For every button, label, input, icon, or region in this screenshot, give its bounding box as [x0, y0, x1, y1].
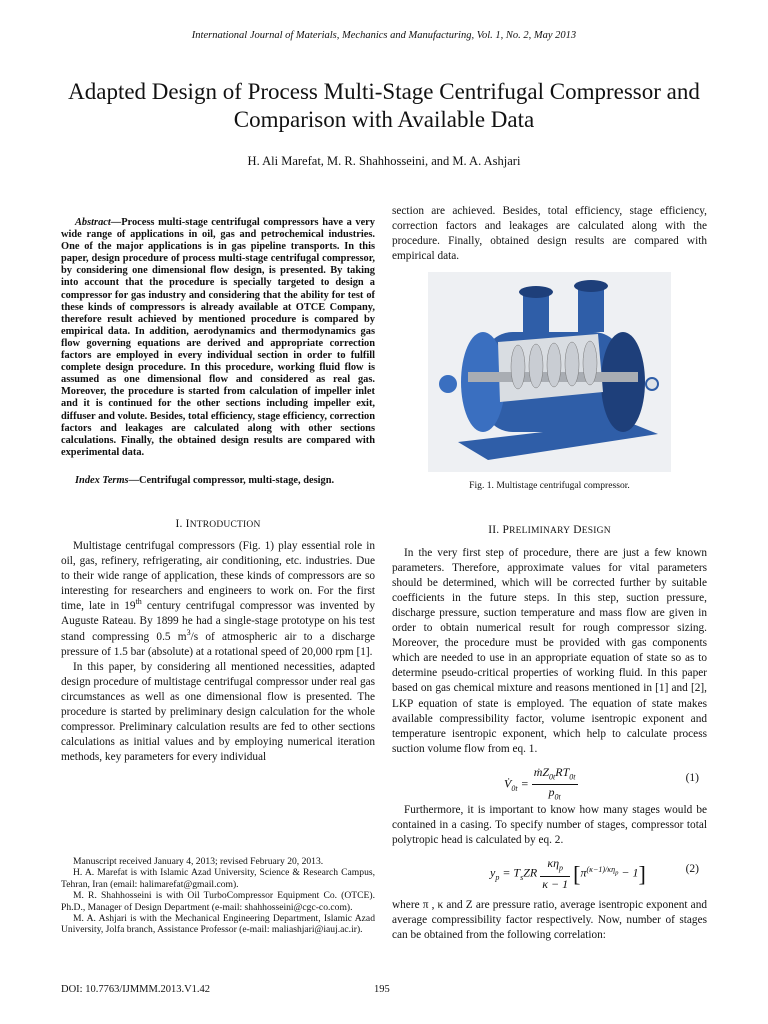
outlet-nozzle — [578, 286, 604, 332]
right-top-paragraph: section are achieved. Besides, total efficiency, stage efficiency, correction factors and leakages are calculated along with the procedure. Finally, obtained design results are compared with empirical data. — [392, 205, 707, 263]
equation-1-number: (1) — [685, 771, 699, 784]
footnote-author-2: M. R. Shahhosseini is with Oil TurboCompressor Equipment Co. (OTCE). Ph.D., Manager of Design Department (e-mail: shahhosseini@cgc-co.com). — [61, 890, 375, 913]
page-number: 195 — [374, 984, 390, 995]
inlet-nozzle — [523, 292, 549, 334]
footnote-author-1: H. A. Marefat is with Islamic Azad University, Science & Research Campus, Tehran, Iran (email: halimarefat@gmail.com). — [61, 867, 375, 890]
section-heading-introduction: I. INTRODUCTION — [175, 517, 261, 530]
left-column — [61, 217, 375, 765]
equation-2-number: (2) — [685, 863, 699, 876]
doi: DOI: 10.7763/IJMMM.2013.V1.42 — [61, 984, 211, 995]
index-terms-text: —Centrifugal compressor, multi-stage, design. — [128, 474, 335, 486]
intro-paragraph-1: Multistage centrifugal compressors (Fig. 1) play essential role in oil, gas, refinery, refrigerating, air conditioning, etc. industries. Due to their wide range of application, these kinds of compressors are so interesting for researchers and engineers to work on. For the first time, late in 19th century centrifugal compressor was invented by Auguste Rateau. By 1899 he had a single-stage prototype on his test stand compressing 0.5 $m^3/s$ of atmospheric air to a discharge pressure of 1.5 bar (absolute) at a rotational speed of 20,000 rpm [1]. — [61, 539, 376, 658]
footnotes — [61, 856, 375, 936]
compressor-figure — [428, 272, 671, 472]
equation-1 — [392, 761, 707, 802]
index-terms-label: Index Terms — [75, 474, 129, 486]
section-heading-preliminary-design: II. PRELIMINARY DESIGN — [488, 524, 611, 537]
prelim-paragraph-3: where π , κ and Z are pressure ratio, average isentropic exponent and average compressibility factor respectively. Now, number of stages can be obtained from the following correlation: — [392, 899, 707, 942]
abstract — [61, 217, 375, 459]
equation-2 — [392, 852, 707, 894]
footnote-author-3: M. A. Ashjari is with the Mechanical Engineering Department, Islamic Azad University, Jolfa branch, Assistance Professor (e-mail: maliashjari@iauj.ac.ir). — [61, 913, 375, 936]
prelim-paragraph-1: In the very first step of procedure, there are just a few known parameters. Therefore, approximate values for vital parameters should be determined, which will be corrected further by suitable coefficients in the future steps. In this step, suction pressure, discharge pressure, suction temperature and mass flow are given in order to obtain numerical result for rough compressor sizing. Moreover, the procedure must be provided with gas components which are needed to use in an appropriate equation of state so as to determine pseudo-critical properties of working fluid. In this paper based on gas chemical mixture and reasons mentioned in [1] and [2], LKP equation of state is employed. The equation of state makes available compressibility factor, volume isentropic exponent and temperature isentropic exponent, which help to calculate process suction volume flow from eq. 1. — [392, 546, 707, 755]
journal-header: International Journal of Materials, Mechanics and Manufacturing, Vol. 1, No. 2, May 2013 — [191, 30, 577, 41]
right-column — [392, 204, 707, 943]
paper-title: Adapted Design of Process Multi-Stage Centrifugal Compressor and Comparison with Available Data — [68, 79, 700, 132]
equation-1-math: $V̇_{0t}$ = $\frac{ṁZ_{0t}RT_{0t}}{p_{0t}}$ — [504, 764, 576, 802]
figure-caption: Fig. 1. Multistage centrifugal compressor. — [469, 480, 630, 492]
abstract-text: —Process multi-stage centrifugal compressors have a very wide range of applications in oil, gas and petrochemical industries. One of the major applications is in gas pipeline transports. In this paper, design procedure of process multi-stage centrifugal compressor, by considering one dimensional flow design, is presented. By taking into account that the procedure is specially targeted to design a compressor for gas industry and considering that the ability for test of these kinds of compressors is already available at OTCE Company, therefore result achieved by mentioned procedure is compared by empirical data. In addition, aerodynamics and thermodynamics gas flow governing equations are derived and appropriate correction factors are employed in every individual section in order to fulfill complete design procedure. In this procedure, working fluid flow is assumed as one dimensional flow and considered as real gas. Moreover, the procedure is started from calculation of impeller inlet and it is continued for the other sections including impeller exit, diffuser and volute. Besides, total efficiency, stage efficiency, correction factors and leakages are calculated along with other sections calculations. Finally, the obtained design results are compared with experimental data. — [61, 217, 375, 458]
intro-paragraph-2: In this paper, by considering all mentioned necessities, adapted design procedure of multistage centrifugal compressor under real gas circumstances as well as one dimensional flow is presented. The procedure is started by preliminary design calculation for the whole compressor. Preliminary calculation results are fed to other sections calculations as initial values and by employing numerical iteration methods, key parameters for every individual — [61, 660, 375, 764]
index-terms — [61, 475, 375, 487]
prelim-paragraph-2: Furthermore, it is important to know how many stages would be contained in a casing. To specify number of stages, compressor total polytropic head is calculated by eq. 2. — [392, 803, 707, 847]
author-list: H. Ali Marefat, M. R. Shahhosseini, and M. A. Ashjari — [247, 154, 521, 168]
abstract-label: Abstract — [75, 217, 111, 228]
equation-2-math: $y_p = T_sZR$ $\frac{\kappa\eta_p}{\kappa - 1}$ $[\pi^{(\kappa-1)/\kappa\eta_p} - 1]$ — [490, 856, 646, 891]
footnote-received: Manuscript received January 4, 2013; revised February 20, 2013. — [73, 856, 324, 867]
